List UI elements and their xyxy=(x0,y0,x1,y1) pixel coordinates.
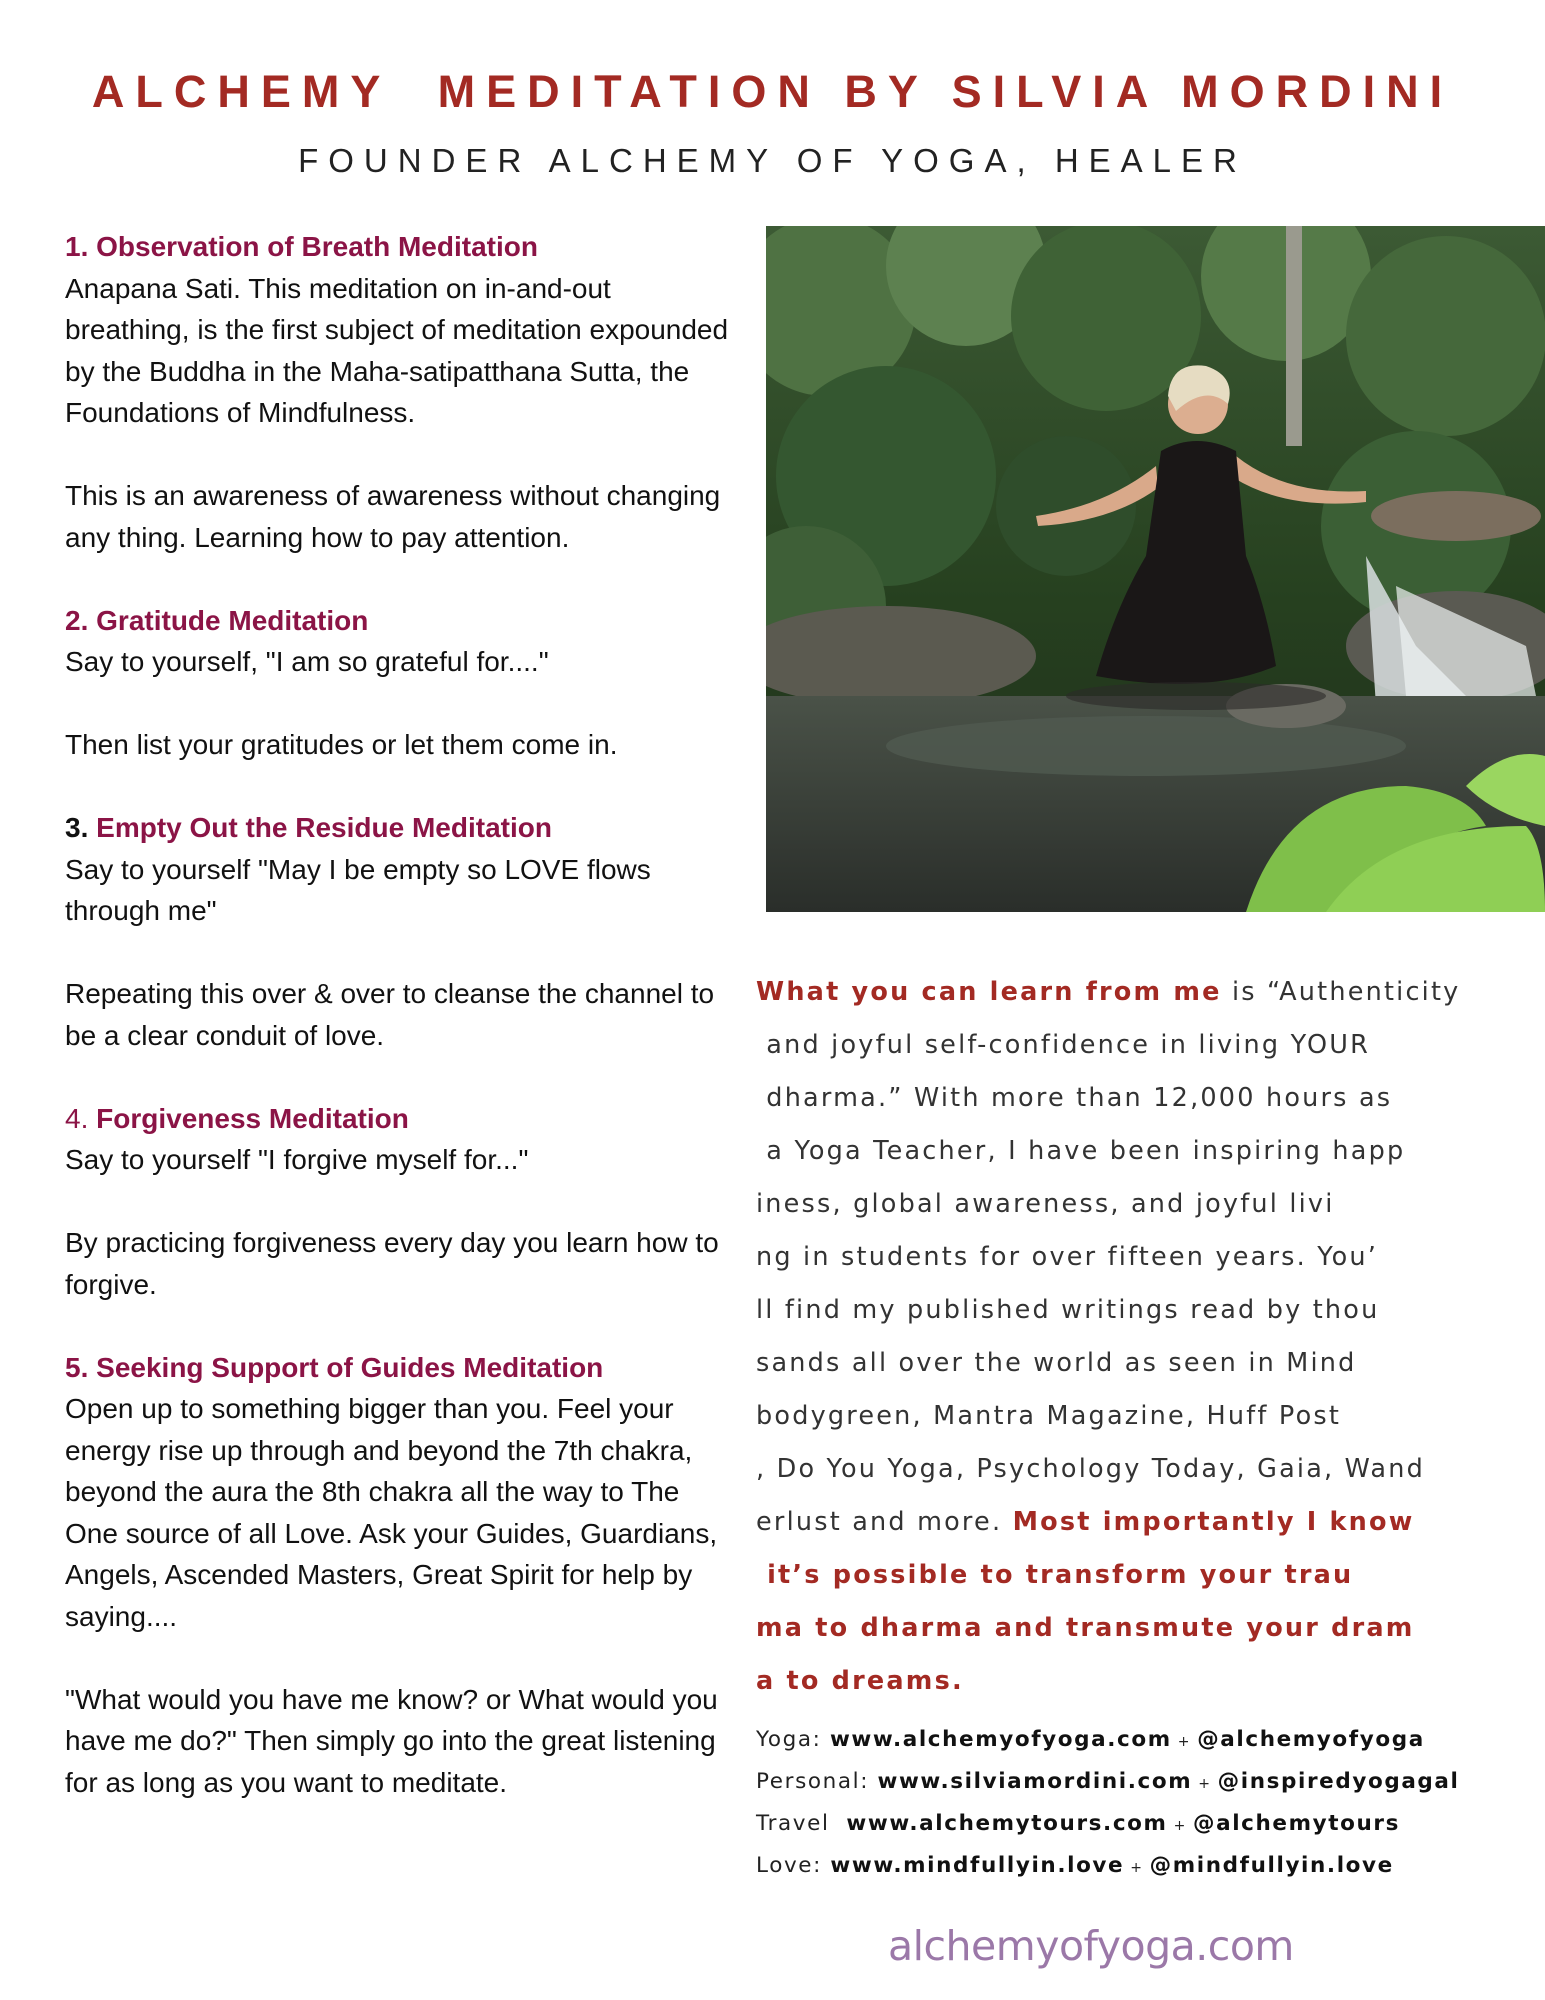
website-link[interactable]: www.alchemytours.com xyxy=(846,1811,1168,1836)
section-paragraph: Then list your gratitudes or let them come in. xyxy=(65,729,618,760)
section-guides xyxy=(65,1347,730,1804)
bio-line: bodygreen, Mantra Magazine, Huff Post xyxy=(756,1401,1342,1431)
bio-line: ll find my published writings read by thou xyxy=(756,1295,1380,1325)
bio-line: , Do You Yoga, Psychology Today, Gaia, Wand xyxy=(756,1454,1426,1484)
section-title: Gratitude Meditation xyxy=(96,604,369,636)
footer-site-link[interactable]: alchemyofyoga.com xyxy=(888,1922,1294,1970)
social-handle[interactable]: @alchemytours xyxy=(1192,1811,1400,1836)
section-gratitude xyxy=(65,600,730,766)
bio-line: What you can learn from me is “Authenticity xyxy=(756,977,1461,1007)
section-title: Seeking Support of Guides Meditation xyxy=(96,1351,604,1383)
social-handle[interactable]: @mindfullyin.love xyxy=(1149,1853,1394,1878)
section-number: 2. xyxy=(65,604,89,636)
meditation-list xyxy=(65,226,730,1803)
section-forgiveness xyxy=(65,1098,730,1306)
page-title: ALCHEMY MEDITATION BY SILVIA MORDINI xyxy=(91,66,1454,117)
section-number: 4. xyxy=(65,1102,89,1134)
section-empty-residue xyxy=(65,807,730,1056)
bio-line: ng in students for over fifteen years. You’ xyxy=(756,1242,1379,1272)
bio-line: sands all over the world as seen in Mind xyxy=(756,1348,1357,1378)
section-number: 1. xyxy=(65,231,89,262)
section-breath xyxy=(65,226,730,558)
link-row-travel: Travel www.alchemytours.com + @alchemytours xyxy=(756,1811,1400,1836)
section-paragraph: Repeating this over & over to cleanse the channel to be a clear conduit of love. xyxy=(65,978,715,1051)
link-row-yoga: Yoga: www.alchemyofyoga.com + @alchemyofyoga xyxy=(756,1727,1425,1752)
website-link[interactable]: www.silviamordini.com xyxy=(877,1769,1193,1794)
link-label: Yoga: xyxy=(756,1727,830,1752)
section-number: 5. xyxy=(65,1351,89,1383)
bio-text xyxy=(756,966,1536,1708)
bio-line: and joyful self-confidence in living YOUR xyxy=(756,1030,1371,1060)
social-handle[interactable]: @inspiredyogagal xyxy=(1217,1769,1460,1794)
bio-line: it’s possible to transform your trau xyxy=(756,1560,1354,1590)
section-number: 3. xyxy=(65,812,89,843)
section-heading xyxy=(65,1347,730,1389)
section-heading xyxy=(65,600,730,642)
bio-line: a Yoga Teacher, I have been inspiring happ xyxy=(756,1136,1406,1166)
section-heading xyxy=(65,226,730,268)
bio-line: erlust and more. Most importantly I know xyxy=(756,1507,1415,1537)
section-paragraph: Say to yourself "I forgive myself for..." xyxy=(65,1144,529,1175)
page-subtitle: FOUNDER ALCHEMY OF YOGA, HEALER xyxy=(298,142,1247,179)
link-row-love: Love: www.mindfullyin.love + @mindfullyin.love xyxy=(756,1853,1394,1878)
social-handle[interactable]: @alchemyofyoga xyxy=(1197,1727,1425,1752)
section-paragraph: Open up to something bigger than you. Feel your energy rise up through and beyond the 7th chakra, beyond the aura the 8th chakra all the way to The One source of all Love. Ask your Guides, Guardians, Angels, Ascended Masters, Great Spirit for help by saying.... xyxy=(65,1393,718,1632)
section-title: Empty Out the Residue Meditation xyxy=(96,812,552,843)
section-paragraph: "What would you have me know? or What would you have me do?" Then simply go into the great listening for as long as you want to meditate. xyxy=(65,1683,718,1798)
section-title: Forgiveness Meditation xyxy=(96,1102,409,1134)
section-paragraph: Say to yourself, "I am so grateful for...." xyxy=(65,646,549,677)
section-paragraph: By practicing forgiveness every day you learn how to forgive. xyxy=(65,1227,719,1300)
bio-line: iness, global awareness, and joyful livi xyxy=(756,1189,1335,1219)
section-paragraph: This is an awareness of awareness without changing any thing. Learning how to pay attention. xyxy=(65,480,721,553)
website-link[interactable]: www.mindfullyin.love xyxy=(830,1853,1125,1878)
bio-line: dharma.” With more than 12,000 hours as xyxy=(756,1083,1393,1113)
bio-line: a to dreams. xyxy=(756,1666,964,1696)
section-paragraph: Anapana Sati. This meditation on in-and-out breathing, is the first subject of meditation expounded by the Buddha in the Maha-satipatthana Sutta, the Foundations of Mindfulness. xyxy=(65,272,729,428)
contact-links xyxy=(756,1720,1545,1888)
link-row-personal: Personal: www.silviamordini.com + @inspiredyogagal xyxy=(756,1769,1460,1794)
website-link[interactable]: www.alchemyofyoga.com xyxy=(829,1727,1172,1752)
link-label: Travel xyxy=(756,1811,847,1836)
section-title: Observation of Breath Meditation xyxy=(96,231,538,262)
bio-line: ma to dharma and transmute your dram xyxy=(756,1613,1415,1643)
link-label: Personal: xyxy=(756,1769,878,1794)
meditation-photo xyxy=(766,226,1545,912)
section-paragraph: Say to yourself "May I be empty so LOVE flows through me" xyxy=(65,853,651,926)
link-label: Love: xyxy=(756,1853,831,1878)
section-heading xyxy=(65,807,730,849)
section-heading xyxy=(65,1098,730,1140)
